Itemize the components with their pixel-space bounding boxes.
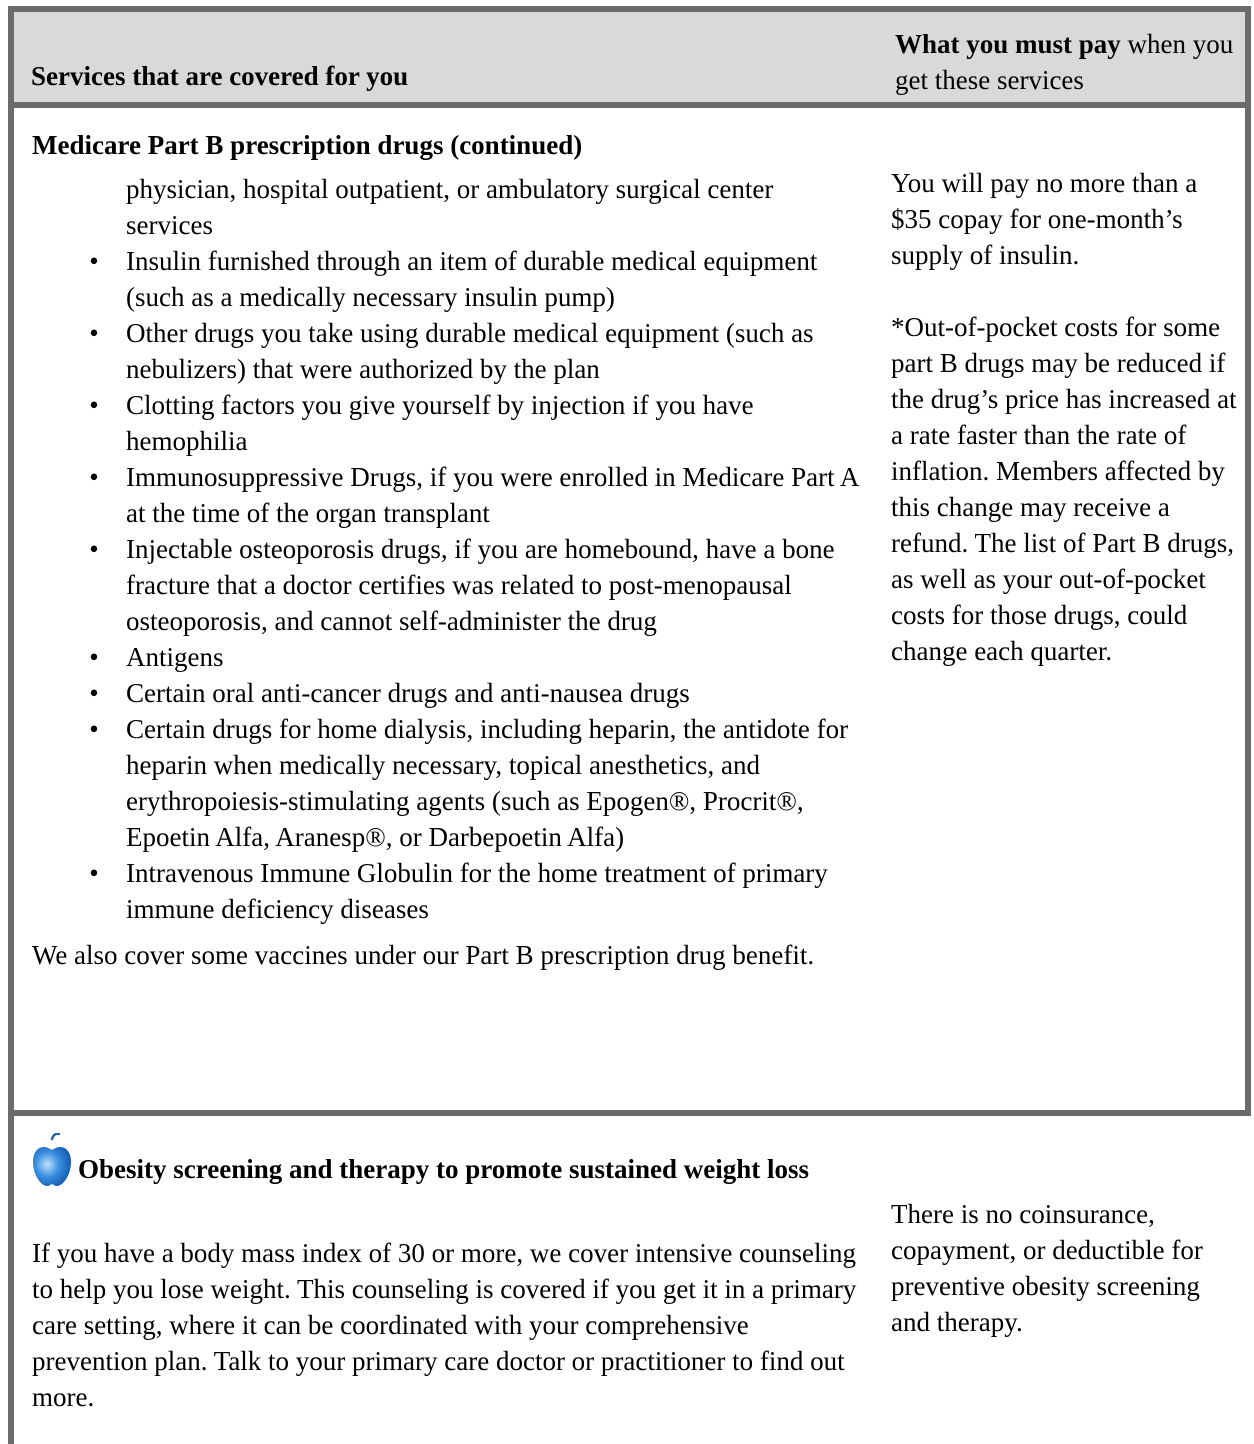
obesity-title: Obesity screening and therapy to promote sustained weight loss	[78, 1154, 810, 1184]
list-item	[32, 711, 862, 855]
header-divider	[8, 102, 1251, 108]
table-left-border	[8, 6, 14, 1444]
list-item	[32, 459, 862, 531]
bullet-glyph: •	[89, 246, 99, 276]
list-item-text: Certain drugs for home dialysis, including heparin, the antidote for heparin when medically necessary, topical anesthetics, and erythropoiesis-stimulating agents (such as Epogen®, Procrit®, Epoetin Alfa, Aranesp®, or Darbepoetin Alfa)	[126, 714, 849, 852]
bullet-glyph: •	[89, 534, 99, 564]
list-item-text: Other drugs you take using durable medical equipment (such as nebulizers) that were authorized by the plan	[126, 318, 814, 384]
list-item-text: Immunosuppressive Drugs, if you were enrolled in Medicare Part A at the time of the organ transplant	[126, 462, 858, 528]
obesity-description: If you have a body mass index of 30 or more, we cover intensive counseling to help you lose weight. This counseling is covered if you get it in a primary care setting, where it can be coordinated with your comprehensive prevention plan. Talk to your primary care doctor or practitioner to find out more.	[32, 1238, 857, 1412]
payment-heading-bold: What you must pay	[895, 29, 1121, 59]
list-item-text: Insulin furnished through an item of durable medical equipment (such as a medically necessary insulin pump)	[126, 246, 818, 312]
bullet-glyph: •	[89, 678, 99, 708]
list-item	[32, 243, 862, 315]
list-item-text: Certain oral anti-cancer drugs and anti-nausea drugs	[126, 678, 690, 708]
obesity-cost-text: There is no coinsurance, copayment, or deductible for preventive obesity screening and therapy.	[891, 1199, 1203, 1337]
part-b-continued-text: physician, hospital outpatient, or ambulatory surgical center services	[126, 174, 774, 240]
list-item-text: Clotting factors you give yourself by injection if you have hemophilia	[126, 390, 754, 456]
payment-heading-rest: when you get these services	[895, 29, 1234, 95]
list-item	[32, 531, 862, 639]
list-item	[32, 315, 862, 387]
bullet-glyph: •	[89, 390, 99, 420]
list-item-text: Antigens	[126, 642, 224, 672]
list-item	[32, 675, 862, 711]
bullet-glyph: •	[89, 318, 99, 348]
list-item	[32, 639, 862, 675]
bullet-glyph: •	[89, 642, 99, 672]
part-b-service-cell	[32, 171, 862, 973]
part-b-title: Medicare Part B prescription drugs (continued)	[32, 130, 583, 160]
list-item-text: Intravenous Immune Globulin for the home treatment of primary immune deficiency diseases	[126, 858, 828, 924]
bullet-glyph: •	[89, 462, 99, 492]
table-right-border	[1245, 6, 1251, 1116]
part-b-drug-list	[32, 243, 862, 927]
bullet-glyph: •	[89, 714, 99, 744]
table-header	[14, 12, 1245, 102]
list-item	[32, 387, 862, 459]
vaccines-note: We also cover some vaccines under our Part B prescription drug benefit.	[32, 940, 815, 970]
payment-column-heading	[895, 26, 1245, 98]
part-b-cost-cell	[891, 165, 1243, 705]
insulin-cost-text: You will pay no more than a $35 copay for one-month’s supply of insulin.	[891, 168, 1198, 270]
row-divider	[8, 1110, 1251, 1116]
out-of-pocket-note: *Out-of-pocket costs for some part B drugs may be reduced if the drug’s price has increased at a rate faster than the rate of inflation. Members affected by this change may receive a refund. The list of Part B drugs, as well as your out-of-pocket costs for those drugs, could change each quarter.	[891, 312, 1237, 666]
services-column-heading: Services that are covered for you	[31, 61, 409, 91]
list-item-text: Injectable osteoporosis drugs, if you are homebound, have a bone fracture that a doctor certifies was related to post-menopausal osteoporosis, and cannot self-administer the drug	[126, 534, 835, 636]
bullet-glyph: •	[89, 858, 99, 888]
list-item	[32, 855, 862, 927]
